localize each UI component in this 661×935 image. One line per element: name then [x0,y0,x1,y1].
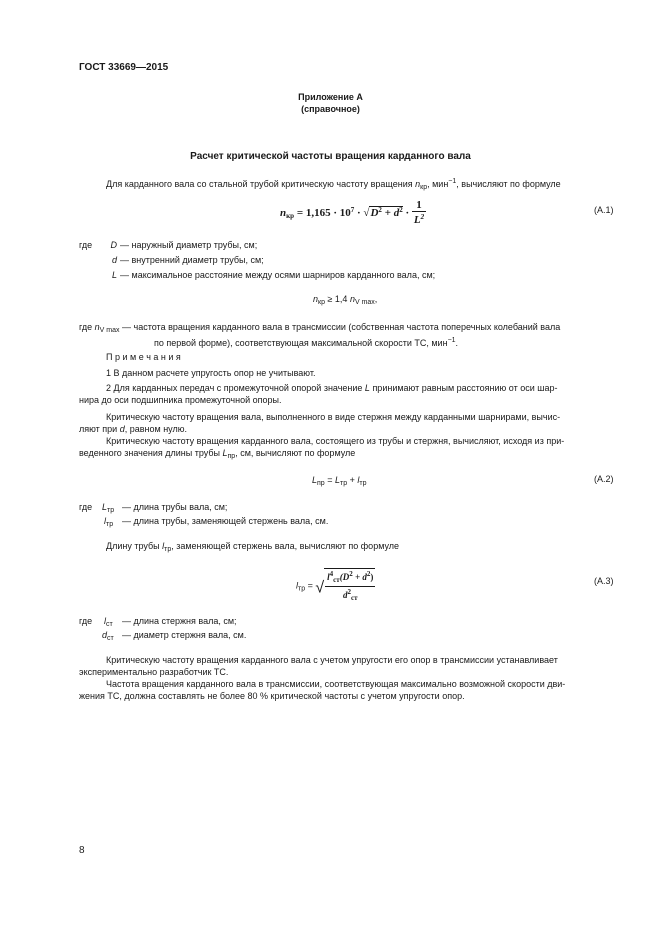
intro-tail: , вычисляют по формуле [456,179,561,189]
a2-t1: L [334,475,340,485]
formula-a1-lhs: n [280,207,287,219]
var-n: n [415,179,421,189]
where3-sub2: тр [106,521,114,528]
note2-a: 2 Для карданных передач с промежуточной опорой значение [106,383,365,393]
appendix-title: Приложение А [298,92,363,102]
where2-line1 [79,322,560,336]
where4-sub2: ст [107,635,114,642]
formula-a1-exp: 7 [350,206,355,214]
intro-unit: , мин [427,179,449,189]
formula-a1-radicand [369,206,402,219]
where4-var1: l [104,616,106,626]
inequality [313,294,377,308]
formula-a1-d: + d [381,207,400,219]
para-final2-line2: жения ТС, должна составлять не более 80 % критической частоты с учетом упругости опор. [79,691,465,701]
where2-label: где [79,322,93,332]
where4-desc-2: — диаметр стержня вала, см. [122,630,247,640]
a2-t2-sub: тр [359,480,367,487]
where4-desc-1: — длина стержня вала, см; [122,616,237,626]
para-combo-b: , см, вычисляют по формуле [235,448,356,458]
where4-label: где [79,616,93,626]
formula-a1-dot: · [354,207,364,219]
where3-item-1 [102,502,114,516]
formula-a3-number: (А.3) [594,576,614,586]
para-rod-var: d [119,424,125,434]
where2-desc: — частота вращения карданного вала в трансмиссии (собственная частота поперечных колебаний вала [122,322,561,332]
para-rod-b: , равном нулю. [124,424,187,434]
a2-lhs-sub: пр [317,480,325,487]
a3-num-l-sup: 4 [329,570,334,578]
formula-a2 [312,475,366,489]
formula-a1-frac-den [412,212,426,226]
where3-item-2 [104,516,113,530]
a3-num [325,569,375,587]
para-final2-line1: Частота вращения карданного вала в трансмиссии, соответствующая максимально возможной скорости дви- [106,679,566,689]
where4-item-2 [102,630,114,644]
intro-text: Для карданного вала со стальной трубой критическую частоту вращения [106,179,416,189]
where3-sub1: тр [107,507,115,514]
where1-desc-d: — внутренний диаметр трубы, см; [120,255,264,265]
para-len-var: l [162,541,165,551]
a2-lhs: L [312,475,318,485]
a3-num-close: ) [370,572,374,582]
where1-var-d: d [111,255,117,265]
page-number: 8 [79,845,85,856]
where3-var1: L [102,502,108,512]
where3-desc-1: — длина трубы вала, см; [122,502,228,512]
formula-a1-sq1: 2 [378,206,382,214]
para-final1-line2: экспериментально разработчик ТС. [79,667,229,677]
appendix-subtitle: (справочное) [301,104,360,114]
a3-num-l: l [327,572,330,582]
para-len-a: Длину трубы [106,541,163,551]
formula-a1-dot2: · [402,207,412,219]
ineq-op: ≥ 1,4 [324,294,350,304]
document-standard-header: ГОСТ 33669—2015 [79,62,169,73]
para-combo-sub: пр [227,453,236,460]
ineq-rhs: n [349,294,355,304]
a3-num-sup1: 2 [349,570,353,578]
where1-var-L: L [111,270,117,280]
a2-t1-sub: тр [339,480,348,487]
para-combo-line1: Критическую частоту вращения карданного вала, состоящего из трубы и стержня, вычисляют, исходя из при- [106,436,565,446]
formula-a1-L-sq: 2 [420,213,425,222]
where1-desc-L: — максимальное расстояние между осями шарниров карданного вала, см; [120,270,436,280]
where4-sub1: ст [106,621,113,628]
para-combo-var: L [222,448,228,458]
a3-fraction [325,569,375,604]
where4-item-1 [104,616,113,630]
a3-den [325,587,375,604]
where2-var: n [94,322,100,332]
formula-a1-coef: = 1,165 · 10 [294,207,351,219]
ineq-lhs: n [313,294,319,304]
note-2-line1 [106,383,557,394]
note2-var: L [364,383,370,393]
para-combo-a: веденного значения длины трубы [79,448,223,458]
para-final1-line1: Критическую частоту вращения карданного вала с учетом упругости его опор в трансмиссии устанавливает [106,655,558,665]
a2-t2: l [357,475,360,485]
para-length [106,541,399,555]
a3-radicand [324,568,375,604]
formula-a1-frac-num: 1 [412,200,426,212]
formula-a1-number: (А.1) [594,205,614,215]
formula-a1-D: D [370,207,379,219]
where2-end: . [455,338,459,348]
ineq-end: , [374,294,378,304]
where3-desc-2: — длина трубы, заменяющей стержень вала, см. [122,516,329,526]
a3-eq: = [305,580,316,591]
a3-num-sup2: 2 [366,570,371,578]
note-2-line2: нира до оси подшипника промежуточной опоры. [79,395,282,405]
formula-a1-L: L [413,214,421,227]
a3-den-d: d [342,590,348,600]
a3-num-l-sub: ст [333,576,340,584]
where2-var-sub: V max [99,327,120,334]
para-rod-line2 [79,424,187,435]
a2-eq: = [324,475,335,485]
a2-plus: + [347,475,358,485]
where3-var2: l [104,516,106,526]
formula-a2-number: (А.2) [594,474,614,484]
where1-label: где [79,240,93,250]
formula-a1-fraction [412,200,426,226]
ineq-lhs-sub: кр [318,299,325,306]
sqrt-icon: √ [363,207,370,219]
note2-b: принимают равным расстоянию от оси шар- [369,383,558,393]
intro-paragraph [106,176,561,193]
formula-a1-sq2: 2 [399,206,403,214]
ineq-rhs-sub: V max [354,299,375,306]
where1-desc-D: — наружный диаметр трубы, см; [120,240,258,250]
a3-den-sub: ст [350,594,358,602]
where2-desc-cont: по первой форме), соответствующая максимальной скорости ТС, мин [154,338,448,348]
a3-num-D: (D [339,572,350,582]
formula-a1-lhs-sub: кр [286,212,295,220]
section-title: Расчет критической частоты вращения карданного вала [190,151,471,162]
where4-var2: d [102,630,108,640]
formula-a3 [296,568,375,604]
para-rod-line1: Критическую частоту вращения вала, выполненного в виде стержня между карданными шарнирами, вычис- [106,412,561,422]
where3-label: где [79,502,93,512]
where2-line2 [154,335,458,349]
sqrt-icon: √ [315,579,325,597]
para-rod-a: ляют при [79,424,120,434]
a3-den-sup: 2 [347,588,351,596]
note-1: 1 В данном расчете упругость опор не учитывают. [106,368,316,378]
formula-a1 [280,198,426,228]
a3-lhs: l [296,580,298,591]
where1-var-D: D [110,240,117,250]
a3-lhs-sub: тр [298,585,306,593]
var-n-subscript: кр [420,184,428,191]
para-len-sub: тр [164,546,172,553]
a3-num-d: + d [352,572,367,582]
notes-title: П р и м е ч а н и я [106,352,181,362]
unit-superscript: −1 [448,178,457,185]
para-len-b: , заменяющей стержень вала, вычисляют по формуле [171,541,400,551]
para-combo-line2 [79,448,355,462]
where2-unit-sup: −1 [447,337,456,344]
